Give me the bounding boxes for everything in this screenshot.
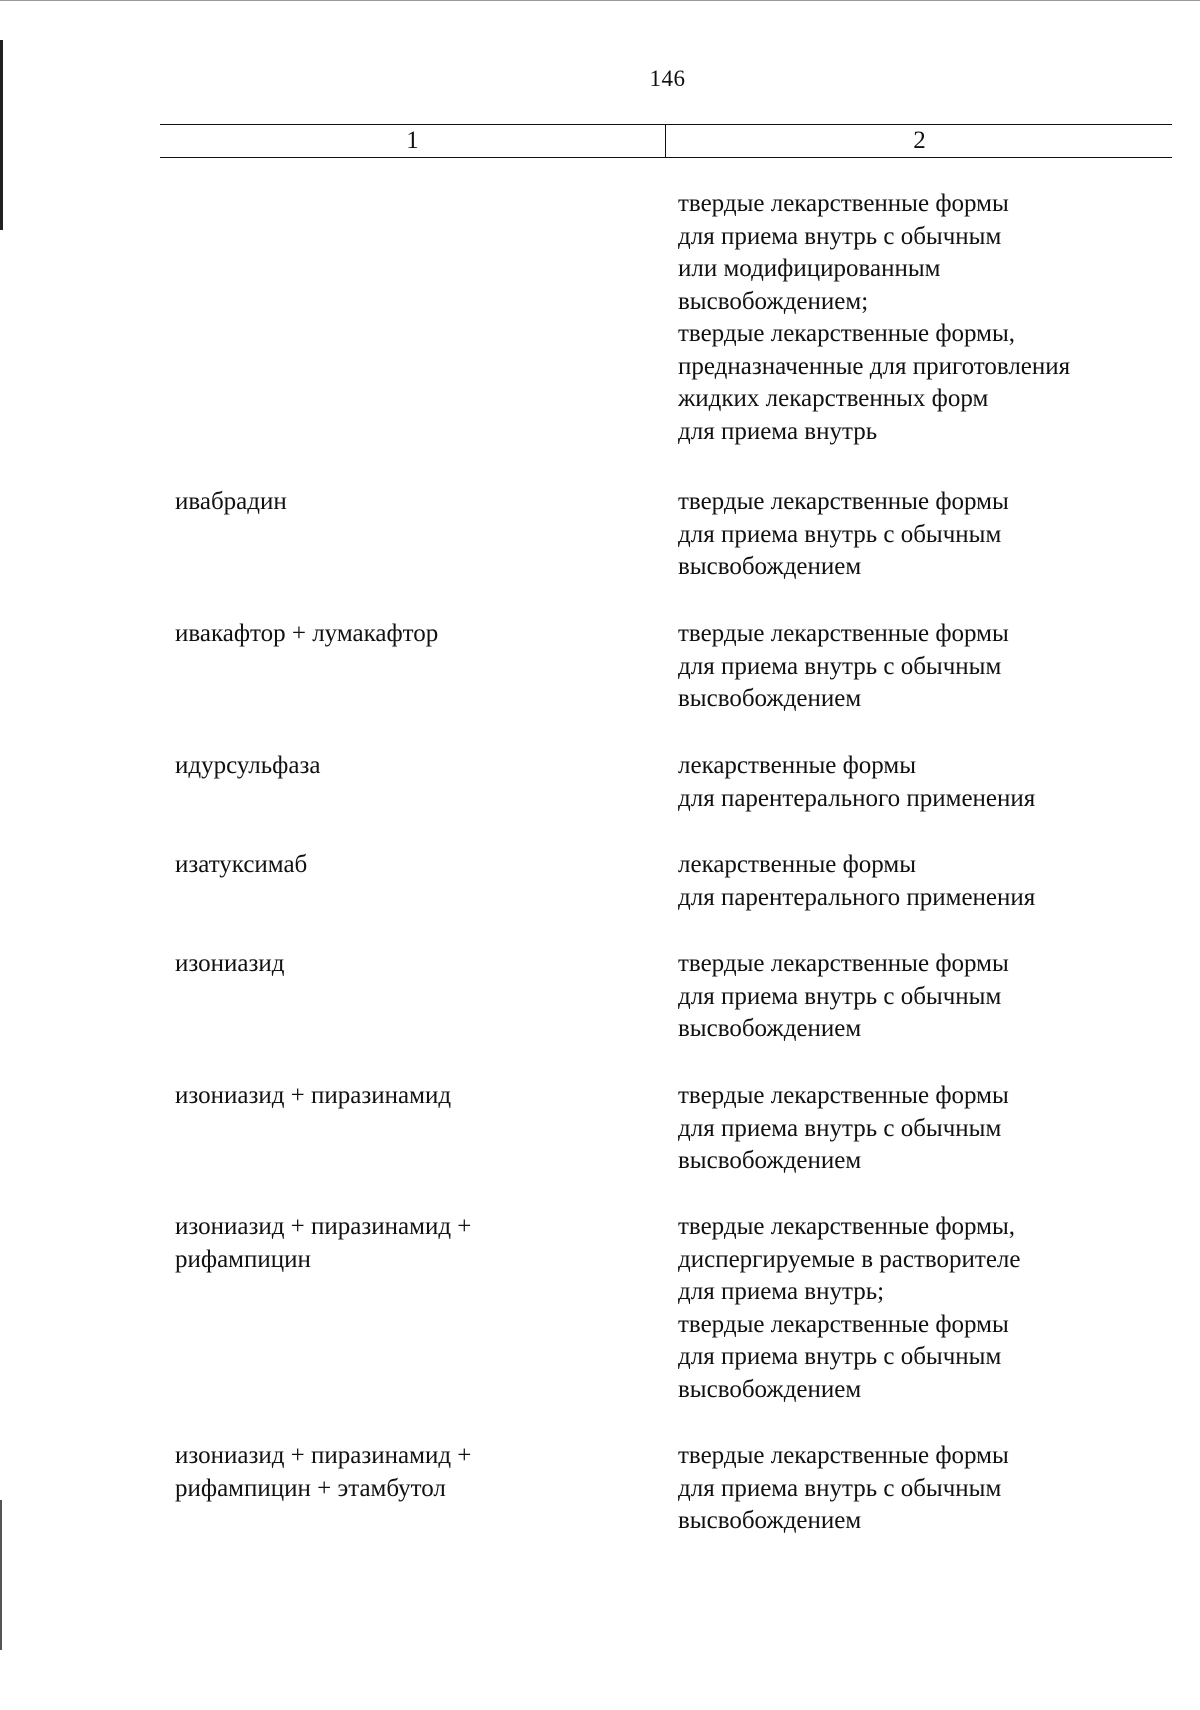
dosage-forms: твердые лекарственные формы для приема внутрь с обычным высвобождением [678,620,1009,712]
dosage-forms: лекарственные формы для парентерального применения [678,851,1036,911]
dosage-forms: твердые лекарственные формы для приема внутрь с обычным высвобождением [678,488,1009,580]
dosage-forms: твердые лекарственные формы для приема внутрь с обычным высвобождением [678,1442,1009,1534]
drug-name: идурсульфаза [175,752,321,779]
column-header-1: 1 [406,127,419,154]
dosage-forms: твердые лекарственные формы для приема внутрь с обычным высвобождением [678,950,1009,1042]
drug-name: изониазид + пиразинамид + рифампицин + этамбутол [175,1442,472,1502]
drug-name: изониазид + пиразинамид [175,1082,452,1109]
drug-name: ивакафтор + лумакафтор [175,620,439,647]
dosage-forms: твердые лекарственные формы, диспергируемые в растворителе для приема внутрь; твердые лекарственные формы для приема внутрь с обычным высвобождением [678,1213,1021,1403]
column-header-2: 2 [665,125,1173,157]
drug-name: ивабрадин [175,488,287,515]
scan-edge-top [0,0,1200,1]
dosage-forms: лекарственные формы для парентерального применения [678,752,1036,812]
drug-name: изатуксимаб [175,851,308,878]
drug-name: изониазид [175,950,285,977]
drug-name: изониазид + пиразинамид + рифампицин [175,1213,472,1273]
table-header [160,124,1172,158]
dosage-forms: твердые лекарственные формы для приема внутрь с обычным высвобождением [678,1082,1009,1174]
scan-edge-left-lower [0,1500,2,1650]
dosage-forms: твердые лекарственные формы для приема внутрь с обычным или модифицированным высвобождением; твердые лекарственные формы, предназначенные для приготовления жидких лекарственных форм для приема внутрь [678,190,1071,445]
page-number: 146 [649,66,686,91]
